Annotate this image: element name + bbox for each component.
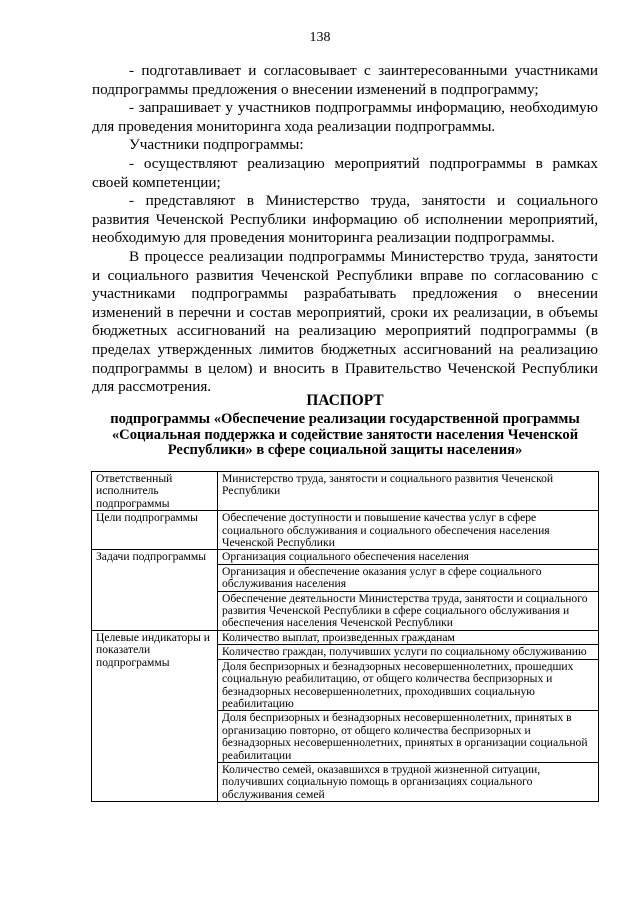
paragraph: В процессе реализации подпрограммы Министерство труда, занятости и социального развития Чеченской Республики вправе по согласованию с участниками подпрограммы разрабатывать предложения о внесении изменений в перечни и состав мероприятий, сроки их реализации, в объемы бюджетных ассигнований на реализацию мероприятий подпрограммы (в пределах утвержденных лимитов бюджетных ассигнований на реализацию подпрограммы в целом) и вносить в Правительство Чеченской Республики для рассмотрения. — [92, 247, 598, 396]
table-row — [92, 511, 599, 550]
row-value: Обеспечение доступности и повышение качества услуг в сфере социального обслуживания и социального обеспечения населения Чеченской Республики — [218, 511, 599, 550]
row-value: Министерство труда, занятости и социального развития Чеченской Республики — [218, 472, 599, 511]
row-value: Организация и обеспечение оказания услуг в сфере социального обслуживания населения — [218, 564, 599, 591]
page-number: 138 — [309, 30, 331, 45]
body-text — [92, 62, 598, 397]
row-value: Обеспечение деятельности Министерства труда, занятости и социального развития Чеченской Республики в сфере социального обслуживания и обеспечения населения Чеченской Республики — [218, 591, 599, 630]
row-label: Ответственный исполнитель подпрограммы — [92, 472, 218, 511]
table-row — [92, 630, 599, 644]
row-value: Количество граждан, получивших услуги по социальному обслуживанию — [218, 645, 599, 659]
paragraph: - запрашивает у участников подпрограммы информацию, необходимую для проведения мониторинга хода реализации подпрограммы. — [92, 99, 598, 135]
table-row — [92, 550, 599, 564]
row-value: Количество выплат, произведенных гражданам — [218, 630, 599, 644]
paragraph: - представляют в Министерство труда, занятости и социального развития Чеченской Республики информацию об исполнении мероприятий, необходимую для проведения мониторинга реализации подпрограммы. — [92, 192, 598, 247]
row-value: Количество семей, оказавшихся в трудной жизненной ситуации, получивших социальную помощь в организациях социального обслуживания семей — [218, 762, 599, 801]
paragraph: - осуществляют реализацию мероприятий подпрограммы в рамках своей компетенции; — [92, 154, 598, 191]
passport-title: ПАСПОРТ — [306, 392, 384, 409]
paragraph: Участники подпрограммы: — [129, 136, 304, 154]
row-value: Доля беспризорных и безнадзорных несовершеннолетних, принятых в организацию повторно, от общего количества беспризорных и безнадзорных несовершеннолетних, принятых в организации социальной реабилитации — [218, 711, 599, 763]
row-label: Цели подпрограммы — [92, 511, 218, 550]
row-label: Задачи подпрограммы — [92, 550, 218, 630]
paragraph: - подготавливает и согласовывает с заинтересованными участниками подпрограммы предложения о внесении изменений в подпрограмму; — [92, 62, 598, 98]
row-value: Организация социального обеспечения населения — [218, 550, 599, 564]
table-row — [92, 472, 599, 511]
passport-subtitle: подпрограммы «Обеспечение реализации государственной программы «Социальная поддержка и содействие занятости населения Чеченской Республики» в сфере социальной защиты населения» — [110, 411, 580, 459]
passport-table — [91, 471, 599, 802]
row-value: Доля беспризорных и безнадзорных несовершеннолетних, прошедших социальную реабилитацию, от общего количества беспризорных и безнадзорных несовершеннолетних, проходивших социальную реабилитацию — [218, 659, 599, 711]
row-label: Целевые индикаторы и показатели подпрограммы — [92, 630, 218, 801]
